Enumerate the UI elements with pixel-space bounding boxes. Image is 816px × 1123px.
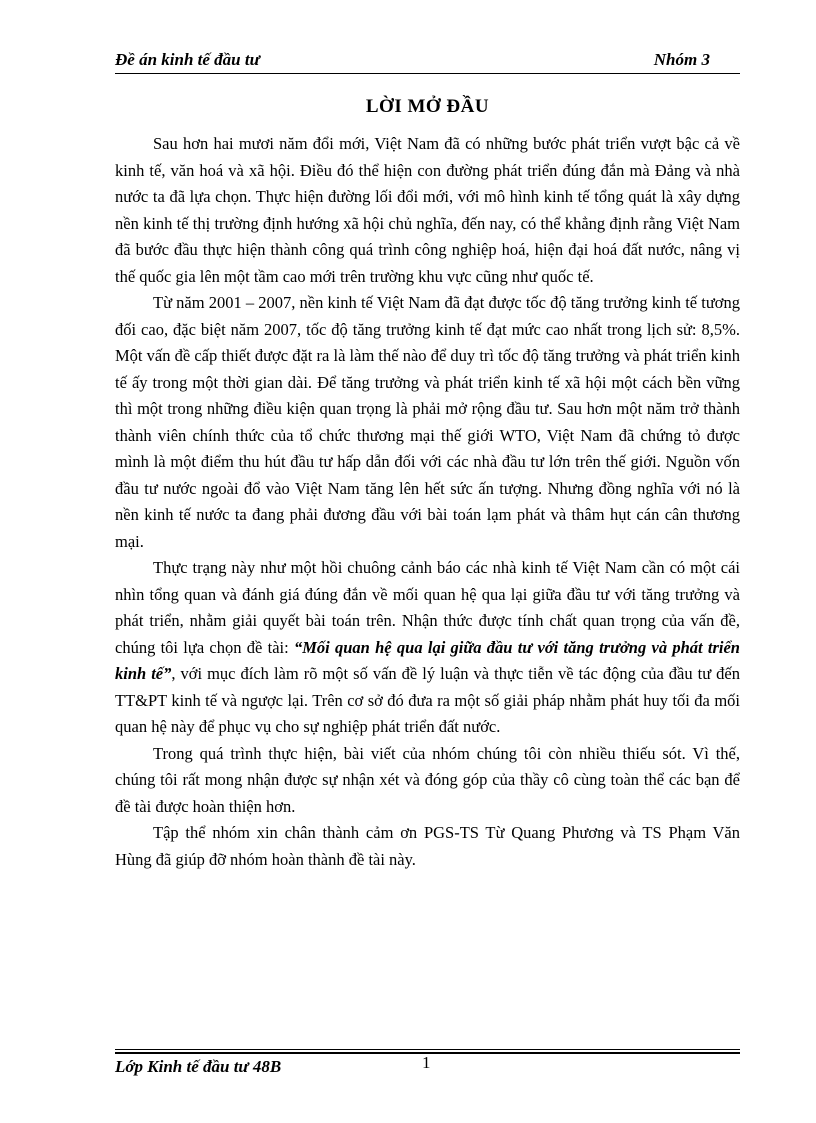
- page-header: [115, 50, 740, 74]
- header-group-name: Nhóm 3: [653, 50, 710, 69]
- paragraph-3-rest: , với mục đích làm rõ một số vấn đề lý luận và thực tiễn về tác động của đầu tư đến TT&PT kinh tế và ngược lại. Trên cơ sở đó đưa ra một số giải pháp nhằm phát huy tối đa mối quan hệ này để phục vụ cho sự nghiệp phát triển đất nước.: [115, 664, 740, 736]
- paragraph-1: Sau hơn hai mươi năm đổi mới, Việt Nam đã có những bước phát triển vượt bậc cả về kinh tế, văn hoá và xã hội. Điều đó thể hiện con đường phát triển đúng đắn mà Đảng và nhà nước ta đã lựa chọn. Thực hiện đường lối đổi mới, với mô hình kinh tế tổng quát là xây dựng nền kinh tế thị trường định hướng xã hội chủ nghĩa, đến nay, có thể khẳng định rằng Việt Nam đã bước đầu thực hiện thành công quá trình công nghiệp hoá, hiện đại hoá đất nước, nâng vị thế quốc gia lên một tầm cao mới trên trường khu vực cũng như quốc tế.: [115, 134, 740, 286]
- footer-divider-thin: [115, 1049, 740, 1050]
- research-topic: “Mối quan hệ qua lại giữa đầu tư với tăng trưởng và phát triển kinh tế”: [115, 637, 740, 683]
- paragraph-3: [115, 555, 740, 741]
- header-document-title: Đề án kinh tế đầu tư: [115, 50, 260, 69]
- paragraph-2: Từ năm 2001 – 2007, nền kinh tế Việt Nam đã đạt được tốc độ tăng trưởng kinh tế tương đối cao, đặc biệt năm 2007, tốc độ tăng trưởng kinh tế đạt mức cao nhất trong lịch sử: 8,5%. Một vấn đề cấp thiết được đặt ra là làm thế nào để duy trì tốc độ tăng trưởng và phát triển kinh tế ấy trong một thời gian dài. Để tăng trưởng và phát triển kinh tế xã hội một cách bền vững thì một trong những điều kiện quan trọng là phải mở rộng đầu tư. Sau hơn một năm trở thành thành viên chính thức của tổ chức thương mại thế giới WTO, Việt Nam đã chứng tỏ được mình là một điểm thu hút đầu tư hấp dẫn đối với các nhà đầu tư lớn trên thế giới. Nguồn vốn đầu tư nước ngoài đổ vào Việt Nam tăng lên hết sức ấn tượng. Nhưng đồng nghĩa với nó là nền kinh tế nước ta đang phải đương đầu với bài toán lạm phát và thâm hụt cán cân thương mại.: [115, 293, 740, 551]
- footer-class-name: Lớp Kinh tế đầu tư 48B: [115, 1057, 282, 1076]
- paragraph-3-intro: Thực trạng này như một hồi chuông cảnh báo các nhà kinh tế Việt Nam cần có một cái nhìn tổng quan và đánh giá đúng đắn về mối quan hệ qua lại giữa đầu tư với tăng trưởng và phát triển, nhằm giải quyết bài toán trên. Nhận thức được tính chất quan trọng của vấn đề, chúng tôi lựa chọn đề tài:: [115, 558, 740, 657]
- paragraph-5: Tập thể nhóm xin chân thành cảm ơn PGS-TS Từ Quang Phương và TS Phạm Văn Hùng đã giúp đỡ nhóm hoàn thành đề tài này.: [115, 823, 740, 869]
- page-title: LỜI MỞ ĐẦU: [365, 96, 490, 117]
- paragraph-4: Trong quá trình thực hiện, bài viết của nhóm chúng tôi còn nhiều thiếu sót. Vì thế, chúng tôi rất mong nhận được sự nhận xét và đóng góp của thầy cô cùng toàn thể các bạn để đề tài được hoàn thiện hơn.: [115, 743, 740, 816]
- page-number: 1: [422, 1053, 431, 1072]
- header-divider: [115, 73, 740, 74]
- page-footer: [115, 1055, 740, 1079]
- body-content: [115, 131, 740, 873]
